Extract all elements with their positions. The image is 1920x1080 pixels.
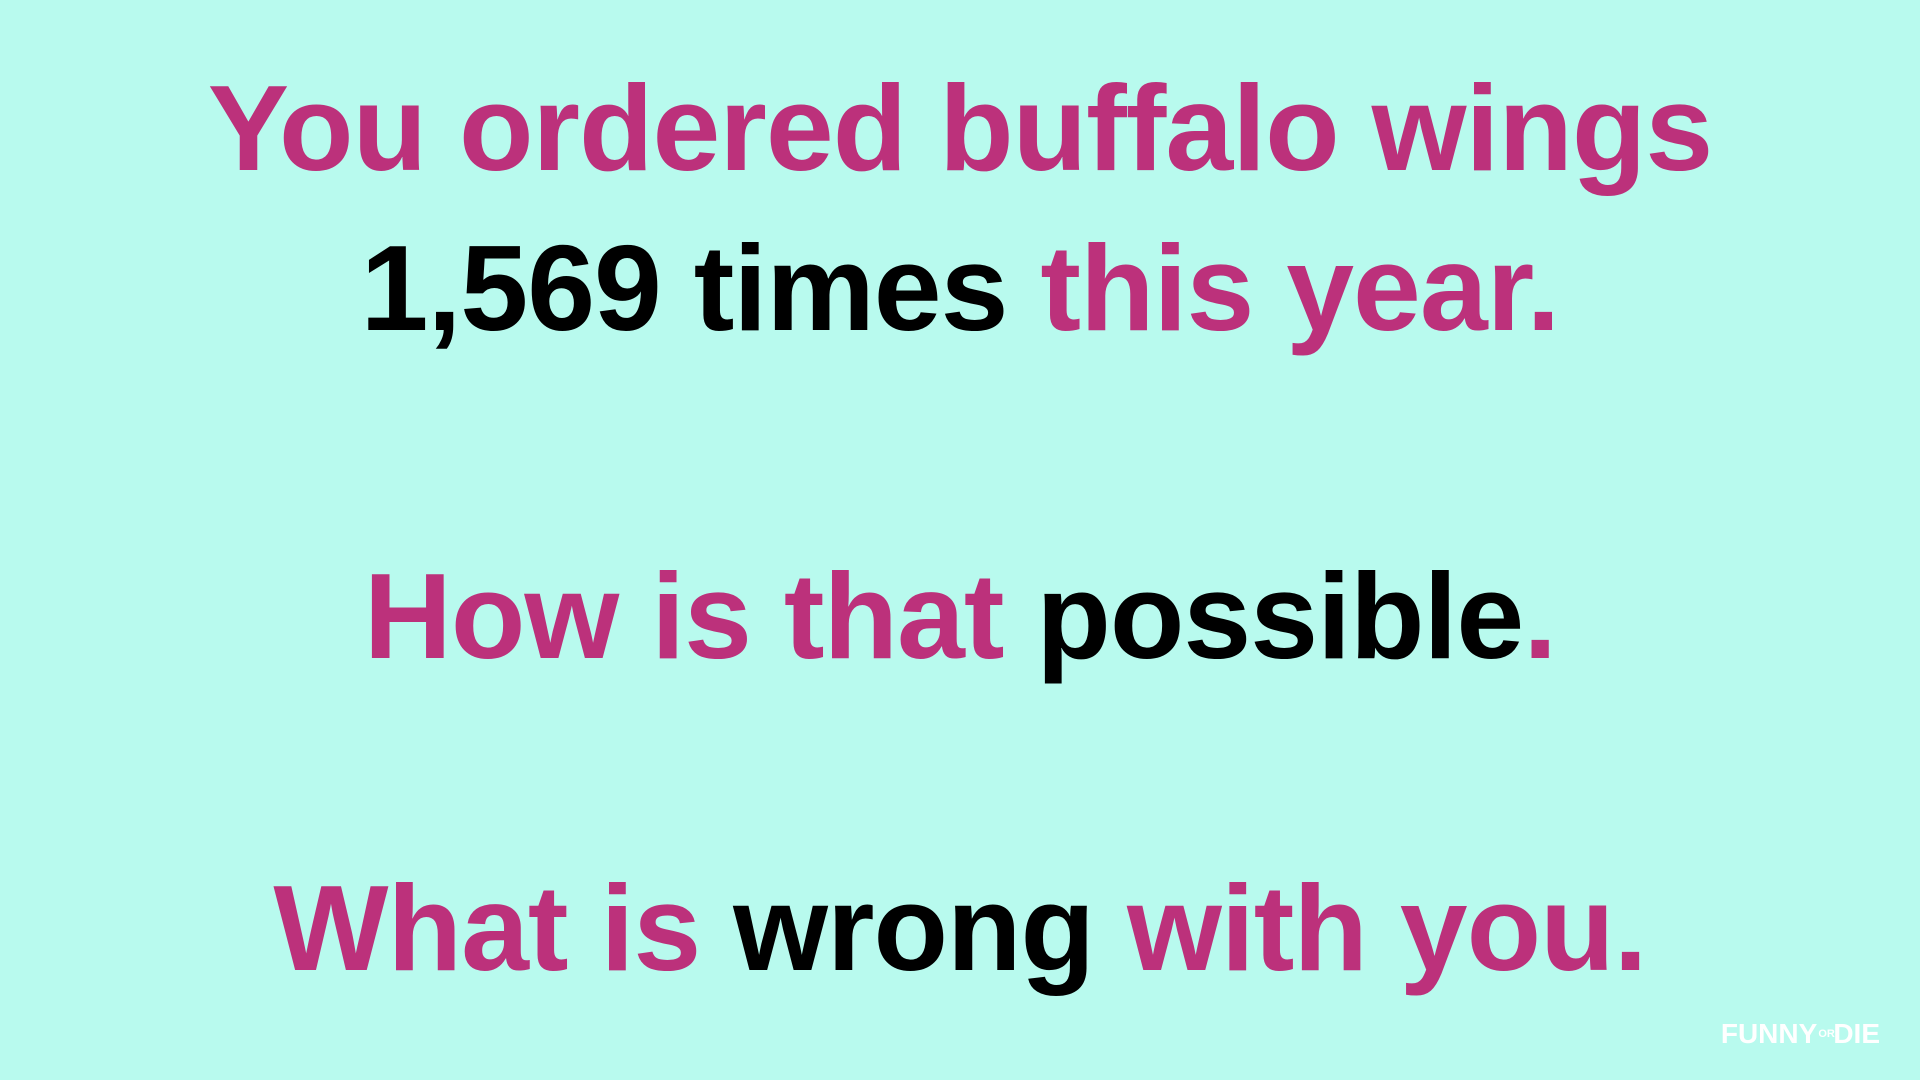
logo-word-funny: FUNNY: [1720, 1018, 1818, 1049]
text-segment: .: [1523, 548, 1557, 684]
headline-line-1: [0, 58, 1920, 198]
funny-or-die-logo: [1721, 1018, 1880, 1050]
closing-line: [0, 858, 1920, 998]
logo-word-die: DIE: [1833, 1018, 1880, 1049]
text-segment: What is: [273, 860, 734, 996]
text-segment: wrong: [733, 860, 1127, 996]
question-line: [0, 546, 1920, 686]
text-segment: How is that: [363, 548, 1037, 684]
logo-word-or: OR: [1818, 1028, 1835, 1040]
text-segment: You ordered buffalo wings: [207, 60, 1713, 196]
text-segment: 1,569 times: [360, 220, 1041, 356]
headline-line-2: [0, 218, 1920, 358]
text-segment: with you.: [1126, 860, 1647, 996]
text-segment: this year.: [1040, 220, 1560, 356]
text-segment: possible: [1036, 548, 1524, 684]
